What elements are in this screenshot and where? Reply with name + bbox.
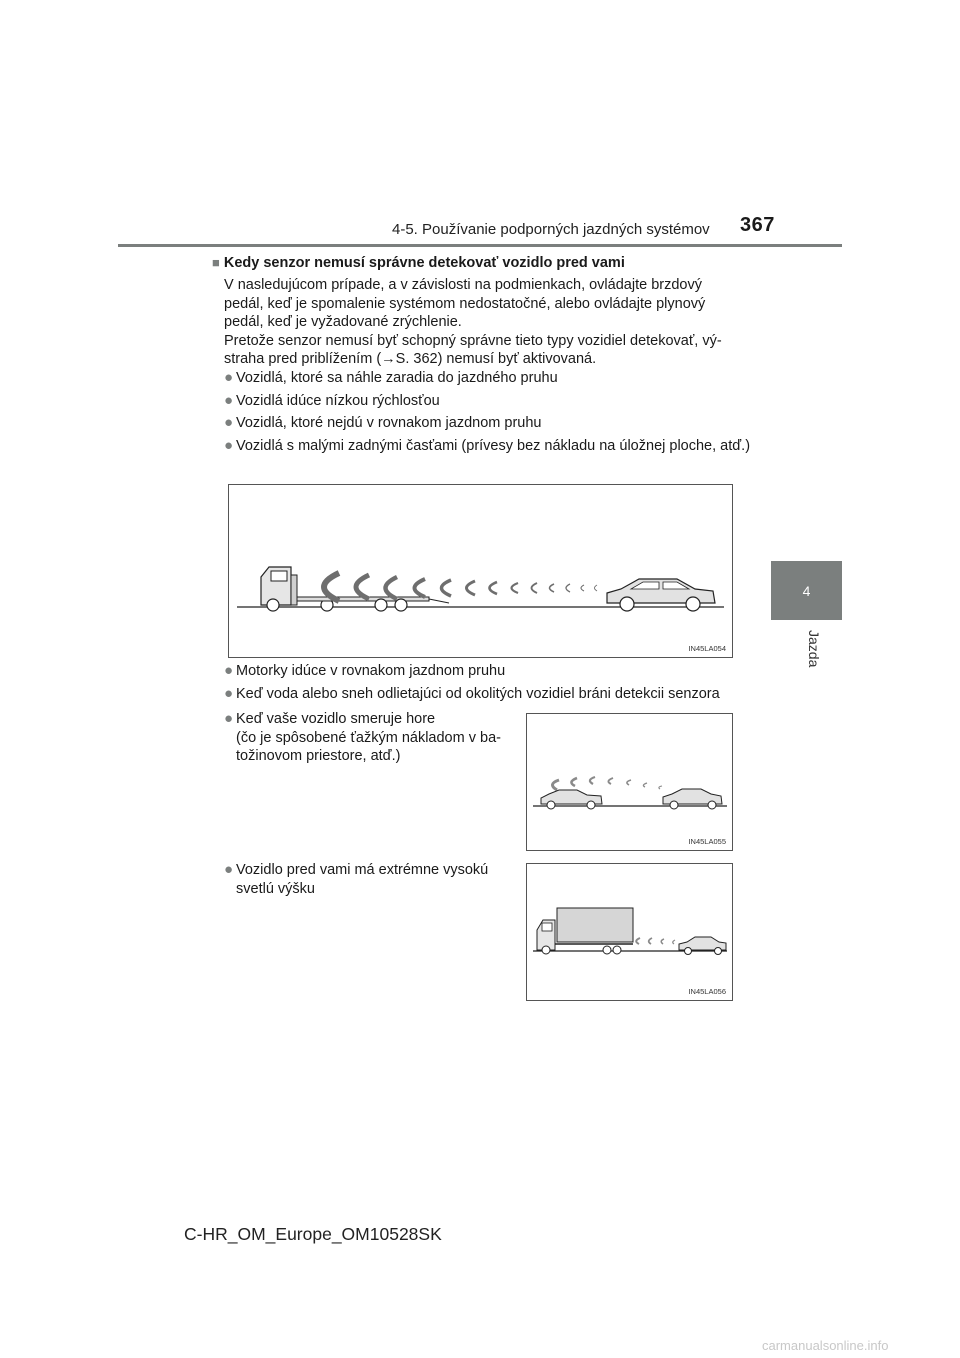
paragraph-line: pedál, keď je spomalenie systémom nedostatočné, alebo ovládajte plynový <box>224 295 706 312</box>
list-item: ● Vozidlo pred vami má extrémne vysokú svetlú výšku <box>224 861 489 897</box>
bullet-dot-icon: ● <box>224 861 234 878</box>
list-item: ● Vozidlá idúce nízkou rýchlosťou <box>224 391 440 409</box>
bullet-uphill <box>224 710 520 766</box>
document-code: C-HR_OM_Europe_OM10528SK <box>184 1224 442 1244</box>
list-item: ● Motorky idúce v rovnakom jazdnom pruhu <box>224 662 506 679</box>
figure-high-clearance-illustration <box>526 863 733 1001</box>
list-item: ● Vozidlá, ktoré sa náhle zaradia do jazdného pruhu <box>224 369 558 386</box>
trailer-illustration-graphic <box>229 485 732 657</box>
bullet-dot-icon: ● <box>224 662 234 679</box>
list-item: ● Keď vaše vozidlo smeruje hore (čo je spôsobené ťažkým nákladom v ba- tožinovom priestore, atď.) <box>224 710 501 764</box>
intro-paragraph <box>224 276 752 369</box>
paragraph-line: pedál, keď je vyžadované zrýchlenie. <box>224 314 462 330</box>
uphill-illustration-graphic <box>527 714 732 850</box>
list-item: ● Keď voda alebo sneh odlietajúci od okolitých vozidiel bráni detekcii senzora <box>224 684 720 702</box>
bullet-list-b <box>224 662 752 703</box>
bullet-dot-icon: ● <box>224 391 234 409</box>
bullet-dot-icon: ● <box>224 436 234 454</box>
figure-trailer-illustration <box>228 484 733 658</box>
chapter-number: 4 <box>802 582 811 599</box>
bullet-list-a <box>224 369 752 455</box>
chapter-tab <box>771 561 842 620</box>
bullet-dot-icon: ● <box>224 369 234 386</box>
figure-code: IN45LA054 <box>688 644 726 653</box>
paragraph-line: Pretože senzor nemusí byť schopný správne tieto typy vozidiel detekovať, vý- <box>224 332 722 349</box>
watermark: carmanualsonline.info <box>762 1338 889 1353</box>
list-item: ● Vozidlá, ktoré nejdú v rovnakom jazdnom pruhu <box>224 414 542 431</box>
square-bullet-icon: ■ <box>212 255 220 270</box>
figure-code: IN45LA055 <box>688 837 726 846</box>
bullet-dot-icon: ● <box>224 684 234 702</box>
section-heading-text: Kedy senzor nemusí správne detekovať vozidlo pred vami <box>223 255 625 271</box>
paragraph-line: straha pred priblížením (→S. 362) nemusí byť aktivovaná. <box>224 351 597 367</box>
page-number: 367 <box>740 214 775 236</box>
bullet-dot-icon: ● <box>224 710 234 727</box>
figure-code: IN45LA056 <box>688 987 726 996</box>
list-item: ● Vozidlá s malými zadnými časťami (prívesy bez nákladu na úložnej ploche, atď.) <box>224 436 751 454</box>
high-clearance-illustration-graphic <box>527 864 732 1000</box>
main-content <box>212 253 752 369</box>
bullet-dot-icon: ● <box>224 414 234 431</box>
chapter-label: Jazda <box>806 630 822 668</box>
section-heading <box>212 253 752 273</box>
paragraph-line: V nasledujúcom prípade, a v závislosti na podmienkach, ovládajte brzdový <box>224 277 702 293</box>
header-rule <box>118 244 842 247</box>
header-section-title: 4-5. Používanie podporných jazdných systémov <box>392 221 710 238</box>
figure-uphill-illustration <box>526 713 733 851</box>
bullet-high-clearance <box>224 861 520 898</box>
